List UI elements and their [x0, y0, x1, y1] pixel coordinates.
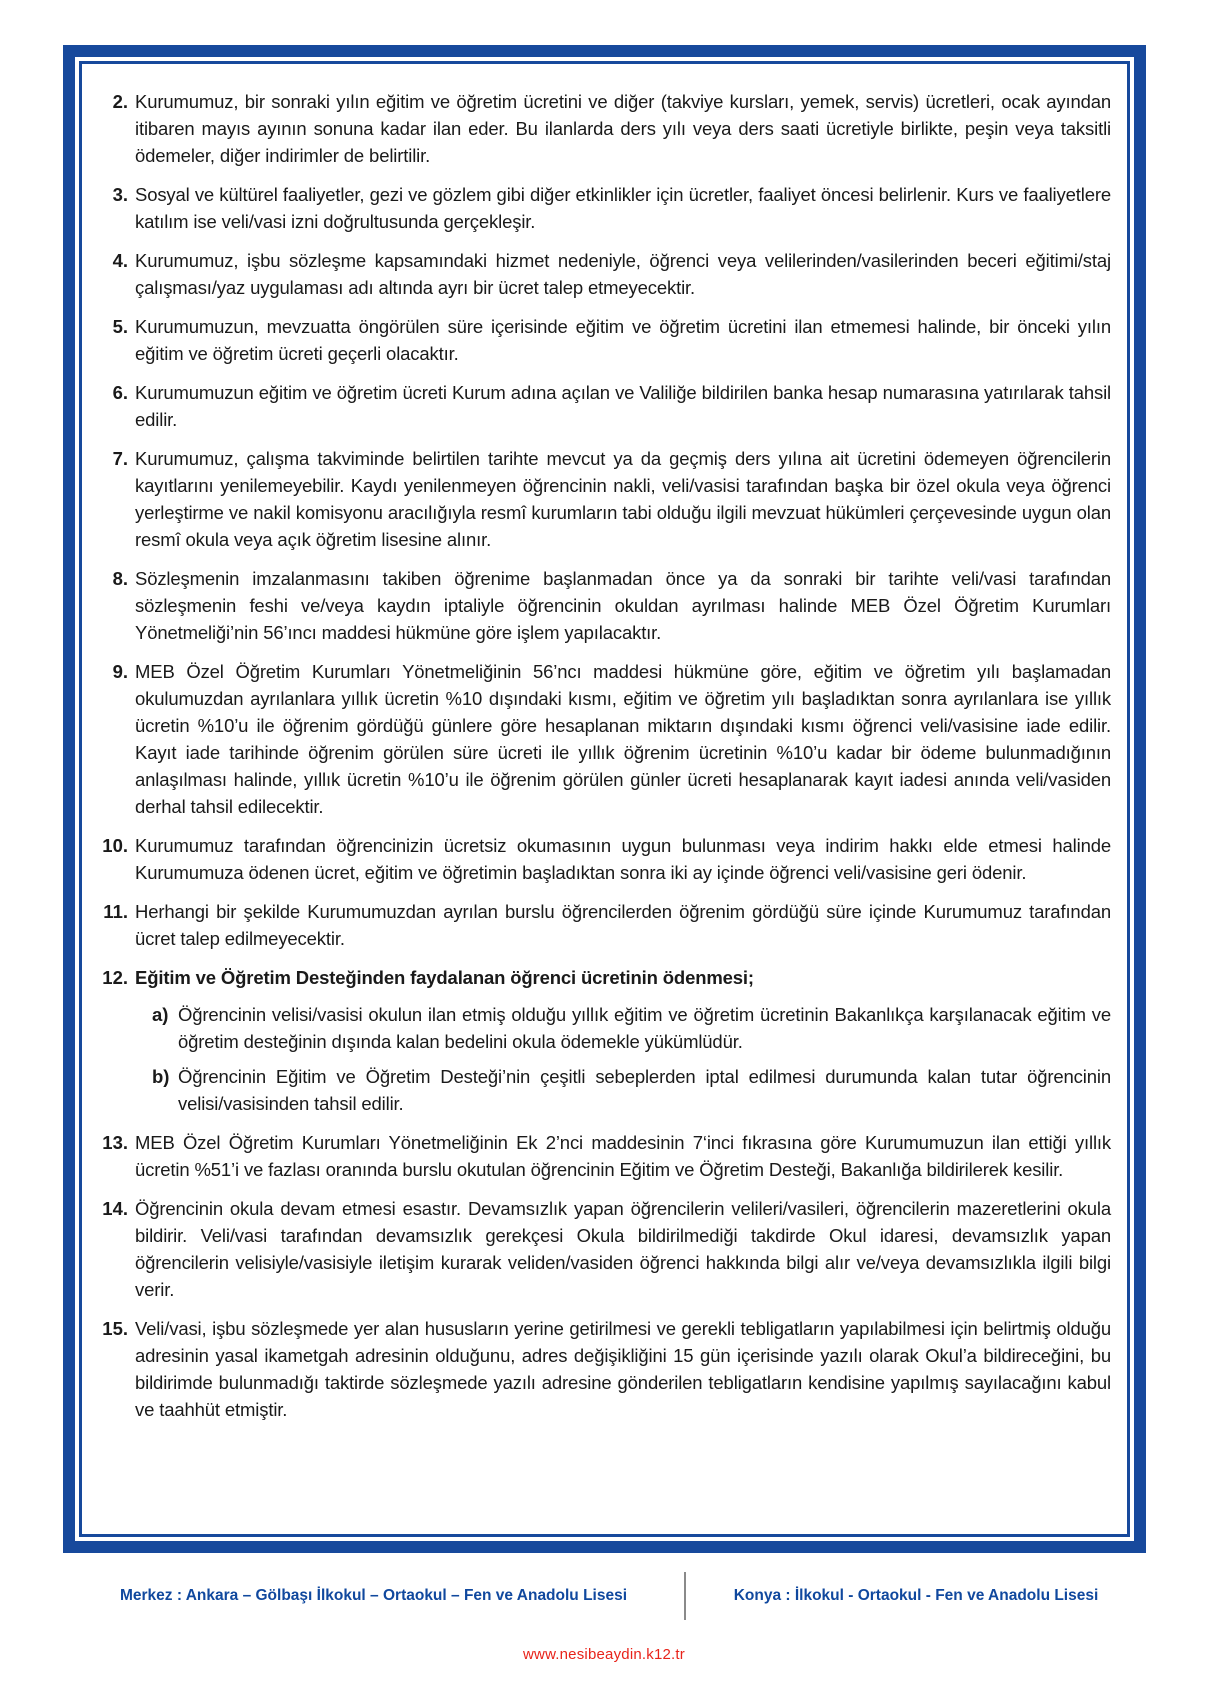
item-text: Herhangi bir şekilde Kurumumuzdan ayrılan burslu öğrencilerden öğrenim gördüğü süre içinde Kurumumuz tarafından ücret talep edilmeyecektir. — [135, 901, 1111, 949]
contract-item-8 — [94, 565, 1111, 646]
item-number: 3. — [112, 184, 128, 205]
item-number: 5. — [112, 316, 128, 337]
contract-item-11 — [94, 898, 1111, 952]
item-text: MEB Özel Öğretim Kurumları Yönetmeliğinin 56’ncı maddesi hükmüne göre, eğitim ve öğretim yılı başlamadan okulumuzdan ayrılanlara yıllık ücretin %10 dışındaki kısmı, eğitim ve öğretim yılı başladıktan sonra ayrılanlara ise yıllık ücretin %10’u ile öğrenim gördüğü günlere göre hesaplanan miktarın dışındaki kısmı öğrenci veli/vasisine iade edilir. Kayıt iade tarihinde öğrenim görülen süre ücreti ile yıllık öğrenim ücretinin %10’u kadar bir ödeme bulunmadığının anlaşılması halinde, yıllık ücretin %10’u ile öğrenim görülen günler ücreti hesaplanarak kayıt iadesi anında veli/vasiden derhal tahsil edilecektir. — [135, 661, 1111, 817]
item-number: 12. — [102, 967, 128, 988]
item-text: MEB Özel Öğretim Kurumları Yönetmeliğinin Ek 2’nci maddesinin 7‘inci fıkrasına göre Kurumumuzun ilan ettiği yıllık ücretin %51’i ve fazlası oranında burslu okutulan öğrencinin Eğitim ve Öğretim Desteği, Bakanlığa bildirilerek kesilir. — [135, 1132, 1111, 1180]
contract-item-9 — [94, 658, 1111, 820]
item-text: Kurumumuz, çalışma takviminde belirtilen tarihte mevcut ya da geçmiş ders yılına ait ücretini ödemeyen öğrencilerin kayıtlarını yenilemeyebilir. Kaydı yenilenmeyen öğrencinin nakli, veli/vasisi tarafından başka bir özel okula veya öğrenci yerleştirme ve nakil komisyonu aracılığıyla resmî kurumların tabi olduğu ilgili mevzuat hükümleri çerçevesinde uygun olan resmî okula veya açık öğretim lisesine alınır. — [135, 448, 1111, 550]
footer-campus-merkez: Merkez : Ankara – Gölbaşı İlkokul – Ortaokul – Fen ve Anadolu Lisesi — [119, 1587, 628, 1604]
contract-border — [63, 45, 1146, 1553]
contract-item-5 — [94, 313, 1111, 367]
subitem-letter: a) — [152, 1004, 169, 1025]
contract-subitem-12b — [152, 1063, 1111, 1117]
contract-item-14 — [94, 1195, 1111, 1303]
contract-item-6 — [94, 379, 1111, 433]
subitem-text: Öğrencinin Eğitim ve Öğretim Desteği’nin çeşitli sebeplerden iptal edilmesi durumunda kalan tutar öğrencinin velisi/vasisinden tahsil edilir. — [178, 1066, 1111, 1114]
item-number: 2. — [112, 91, 128, 112]
item-text: Kurumumuzun eğitim ve öğretim ücreti Kurum adına açılan ve Valiliğe bildirilen banka hesap numarasına yatırılarak tahsil edilir. — [135, 382, 1111, 430]
item-number: 7. — [112, 448, 128, 469]
contract-body — [79, 61, 1130, 1537]
item-number: 11. — [103, 901, 128, 922]
contract-item-2 — [94, 88, 1111, 169]
item-text: Kurumumuz tarafından öğrencinizin ücretsiz okumasının uygun bulunması veya indirim hakkı elde etmesi halinde Kurumumuza ödenen ücret, eğitim ve öğretimin başladıktan sonra iki ay içinde öğrenci veli/vasisine geri ödenir. — [135, 835, 1111, 883]
item-number: 6. — [112, 382, 128, 403]
contract-item-3 — [94, 181, 1111, 235]
website-url: www.nesibeaydin.k12.tr — [523, 1646, 685, 1663]
contract-item-13 — [94, 1129, 1111, 1183]
footer-campus-konya: Konya : İlkokul - Ortaokul - Fen ve Anadolu Lisesi — [684, 1572, 1146, 1620]
item-number: 9. — [112, 661, 128, 682]
item-text: Sosyal ve kültürel faaliyetler, gezi ve gözlem gibi diğer etkinlikler için ücretler, faaliyet öncesi belirlenir. Kurs ve faaliyetlere katılım ise veli/vasi izni doğrultusunda gerçekleşir. — [135, 184, 1111, 232]
item-text: Sözleşmenin imzalanmasını takiben öğrenime başlanmadan önce ya da sonraki bir tarihte veli/vasi tarafından sözleşmenin feshi ve/veya kaydın iptaliyle öğrencinin okuldan ayrılması halinde MEB Özel Öğretim Kurumları Yönetmeliği’nin 56’ıncı maddesi hükmüne göre işlem yapılacaktır. — [135, 568, 1111, 643]
subitem-letter: b) — [152, 1066, 170, 1087]
item-text: Kurumumuz, işbu sözleşme kapsamındaki hizmet nedeniyle, öğrenci veya velilerinden/vasilerinden beceri eğitimi/staj çalışması/yaz uygulaması adı altında ayrı bir ücret talep etmeyecektir. — [135, 250, 1111, 298]
item-number: 10. — [102, 835, 128, 856]
item-number: 15. — [102, 1318, 128, 1339]
item-number: 13. — [102, 1132, 128, 1153]
footer — [63, 1572, 1146, 1620]
item-number: 4. — [112, 250, 128, 271]
contract-subitem-12a — [152, 1001, 1111, 1055]
item-text: Kurumumuz, bir sonraki yılın eğitim ve öğretim ücretini ve diğer (takviye kursları, yemek, servis) ücretleri, ocak ayından itibaren mayıs ayının sonuna kadar ilan eder. Bu ilanlarda ders yılı veya ders saati ücretiyle birlikte, peşin veya taksitli ödemeler, diğer indirimler de belirtilir. — [135, 91, 1111, 166]
contract-item-7 — [94, 445, 1111, 553]
contract-item-15 — [94, 1315, 1111, 1423]
contract-item-4 — [94, 247, 1111, 301]
contract-item-10 — [94, 832, 1111, 886]
item-title: Eğitim ve Öğretim Desteğinden faydalanan öğrenci ücretinin ödenmesi; — [135, 967, 754, 988]
contract-item-12 — [94, 964, 1111, 991]
subitem-text: Öğrencinin velisi/vasisi okulun ilan etmiş olduğu yıllık eğitim ve öğretim ücretinin Bakanlıkça karşılanacak eğitim ve öğretim desteğinin dışında kalan bedelini okula ödemekle yükümlüdür. — [178, 1004, 1111, 1052]
item-text: Öğrencinin okula devam etmesi esastır. Devamsızlık yapan öğrencilerin velileri/vasileri, öğrencilerin mazeretlerini okula bildirir. Veli/vasi tarafından devamsızlık gerekçesi Okula bildirilmediği takdirde Okul idaresi, devamsızlık yapan öğrencilerin velisiyle/vasisiyle iletişim kurarak veliden/vasiden öğrenci hakkında bilgi alır ve/veya devamsızlıkla ilgili bilgi verir. — [135, 1198, 1111, 1300]
item-text: Kurumumuzun, mevzuatta öngörülen süre içerisinde eğitim ve öğretim ücretini ilan etmemesi halinde, bir önceki yılın eğitim ve öğretim ücreti geçerli olacaktır. — [135, 316, 1111, 364]
item-number: 14. — [102, 1198, 128, 1219]
item-number: 8. — [112, 568, 128, 589]
item-text: Veli/vasi, işbu sözleşmede yer alan hususların yerine getirilmesi ve gerekli tebligatların yapılabilmesi için belirtmiş olduğu adresinin yasal ikametgah adresinin olduğunu, adres değişikliğini 15 gün içerisinde yazılı olarak Okul’a bildireceğini, bu bildirimde bulunmadığı taktirde sözleşmede yazılı adresine gönderilen tebligatların kendisine yapılmış sayılacağını kabul ve taahhüt etmiştir. — [135, 1318, 1111, 1420]
